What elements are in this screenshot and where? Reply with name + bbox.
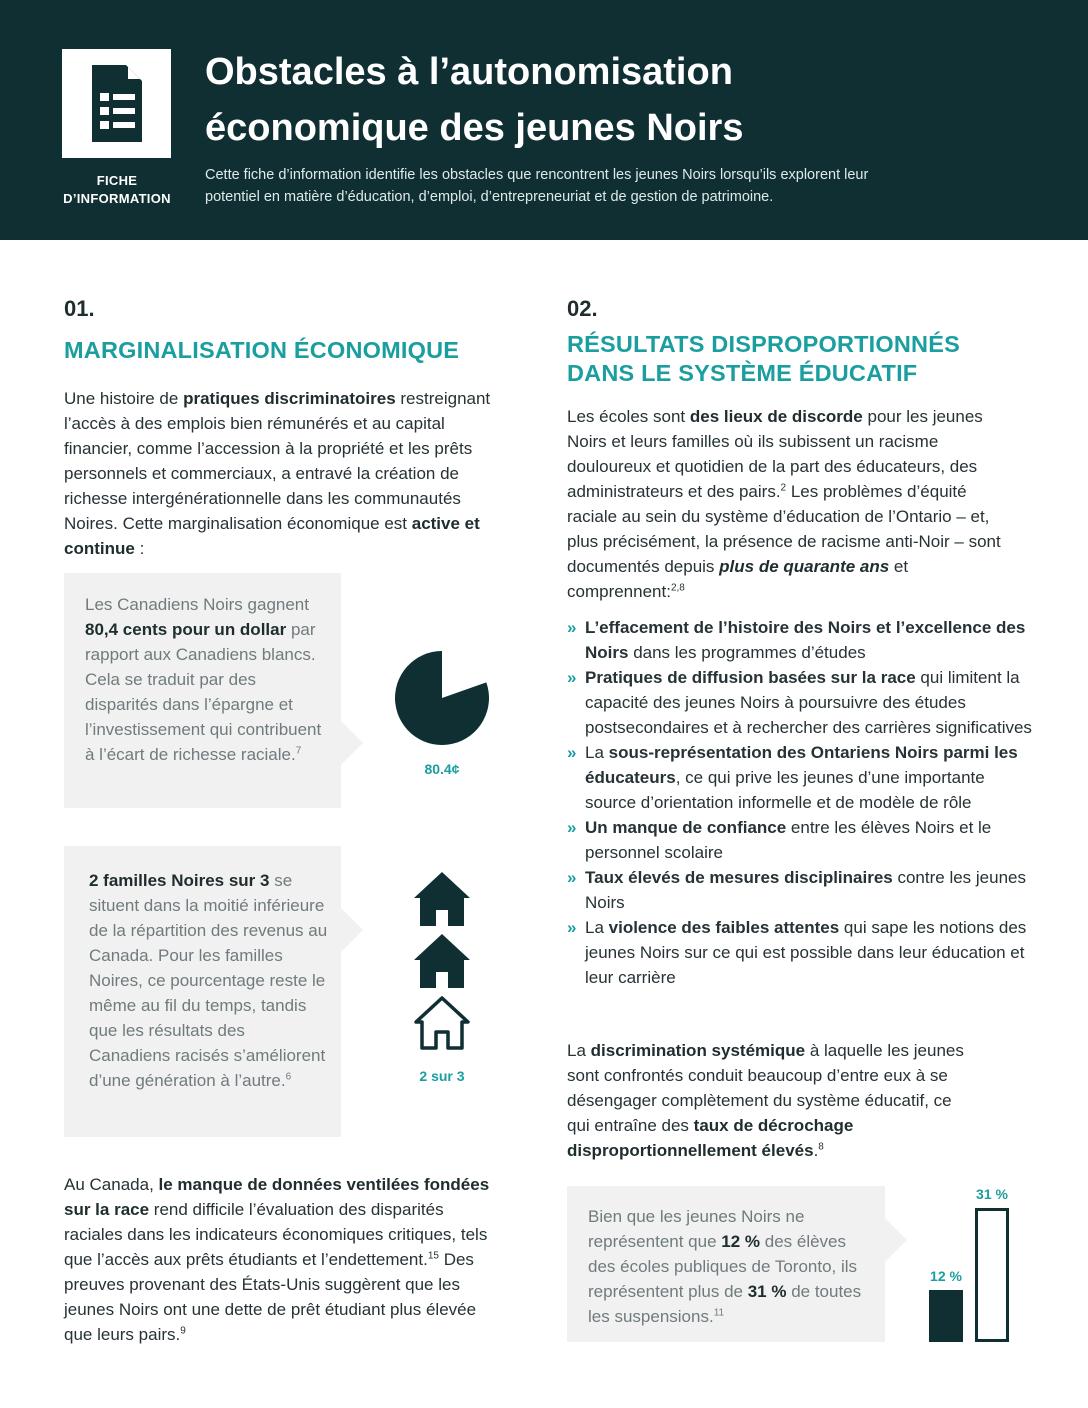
title-line-1: Obstacles à l’autonomisation	[205, 51, 733, 93]
family-income-text: 2 familles Noires sur 3 se situent dans la moitié inférieure de la répartition des revenus au Canada. Pour les familles Noires, ce pourcentage reste le même au fil du temps, tandis que les résultats des Canadiens racisés s’améliorent d’une génération à l’autre.$^6$	[89, 871, 328, 1090]
list-item: » La violence des faibles attentes qui sape les notions des jeunes Noirs sur ce qui est possible dans leur éducation et leur carrière	[567, 918, 1027, 987]
list-item: » L’effacement de l’histoire des Noirs et l’excellence des Noirs dans les programmes d’études	[567, 618, 1026, 662]
fact-sheet-label: FICHE D’INFORMATION	[63, 173, 171, 206]
header-banner	[0, 0, 1088, 240]
section-2-title: RÉSULTATS DISPROPORTIONNÉS DANS LE SYSTÈME ÉDUCATIF	[567, 331, 960, 386]
house-icon	[412, 994, 472, 1052]
list-item: » Taux élevés de mesures disciplinaires contre les jeunes Noirs	[567, 868, 1026, 912]
section-2-intro: Les écoles sont des lieux de discorde pour les jeunes Noirs et leurs familles où ils subissent un racisme douloureux et quotidien de la part des éducateurs, des administrateurs et des pairs.$^2$ Les problèmes d’équité raciale au sein du système d’éducation de l’Ontario – et, plus précisément, la présence de racisme anti-Noir – sont documentés depuis plus de quarante ans et comprennent:$^{2,8}$	[567, 407, 1001, 601]
family-ratio-label: 2 sur 3	[419, 1068, 465, 1084]
suspension-text: Bien que les jeunes Noirs ne représentent que 12 % des élèves des écoles publiques de Toronto, ils représentent plus de 31 % de toutes les suspensions.$^{11}$	[588, 1207, 862, 1326]
family-income-callout	[64, 846, 341, 1137]
title-line-2: économique des jeunes Noirs	[205, 107, 744, 149]
list-item: » Pratiques de diffusion basées sur la race qui limitent la capacité des jeunes Noirs à poursuivre des études postsecondaires et à rechercher des carrières significatives	[567, 668, 1032, 737]
list-item: » La sous-représentation des Ontariens Noirs parmi les éducateurs, ce qui prive les jeunes d’une importante source d’orientation informelle et de modèle de rôle	[567, 743, 1018, 812]
pie-chart-icon	[394, 650, 490, 746]
section-1-intro: Une histoire de pratiques discriminatoires restreignant l’accès à des emplois bien rémunérés et au capital financier, comme l’accession à la propriété et les prêts personnels et commerciaux, a entravé la création de richesse intergénérationnelle dans les communautés Noires. Cette marginalisation économique est active et continue :	[64, 389, 491, 558]
list-item: » Un manque de confiance entre les élèves Noirs et le personnel scolaire	[567, 818, 992, 862]
suspension-bar-chart	[915, 1170, 1045, 1342]
chart-value-label: 12 %	[930, 1268, 962, 1284]
pie-slice	[395, 651, 489, 745]
section-2-closing: La discrimination systémique à laquelle les jeunes sont confrontés conduit beaucoup d’entre eux à se désengager complètement du système éducatif, ce qui entraîne des taux de décrochage disproportionnellement élevés.$^8$	[567, 1041, 964, 1160]
wage-gap-text: Les Canadiens Noirs gagnent 80,4 cents pour un dollar par rapport aux Canadiens blancs. Cela se traduit par des disparités dans l’épargne et l’investissement qui contribuent à l’écart de richesse raciale.$^7$	[85, 595, 322, 764]
house-icon	[412, 870, 472, 928]
section-1-number: 01.	[64, 296, 95, 321]
chart-bar	[929, 1290, 963, 1342]
section-1-closing: Au Canada, le manque de données ventilées fondées sur la race rend difficile l’évaluation des disparités raciales dans les indicateurs économiques critiques, tels que l’accès aux prêts étudiants et l’endettement.$^{15}$ Des preuves provenant des États-Unis suggèrent que les jeunes Noirs ont une dette de prêt étudiant plus élevée que leurs pairs.$^9$	[64, 1175, 490, 1344]
page-title	[205, 44, 1005, 156]
chart-value-label: 31 %	[976, 1186, 1008, 1202]
wage-gap-value-label: 80.4¢	[424, 761, 460, 777]
suspension-callout	[567, 1186, 885, 1342]
barriers-list	[567, 615, 1037, 990]
chart-bar	[975, 1208, 1009, 1342]
section-2-number: 02.	[567, 296, 598, 321]
section-1-title: MARGINALISATION ÉCONOMIQUE	[64, 337, 460, 363]
fact-sheet-badge	[62, 49, 171, 158]
house-icon	[412, 932, 472, 990]
wage-gap-callout	[64, 573, 341, 808]
document-list-icon	[62, 49, 171, 158]
page-subtitle: Cette fiche d’information identifie les obstacles que rencontrent les jeunes Noirs lorsqu’ils explorent leur potentiel en matière d’éducation, d’emploi, d’entrepreneuriat et de gestion de patrimoine.	[205, 167, 869, 205]
house-icon-group	[412, 870, 472, 1055]
